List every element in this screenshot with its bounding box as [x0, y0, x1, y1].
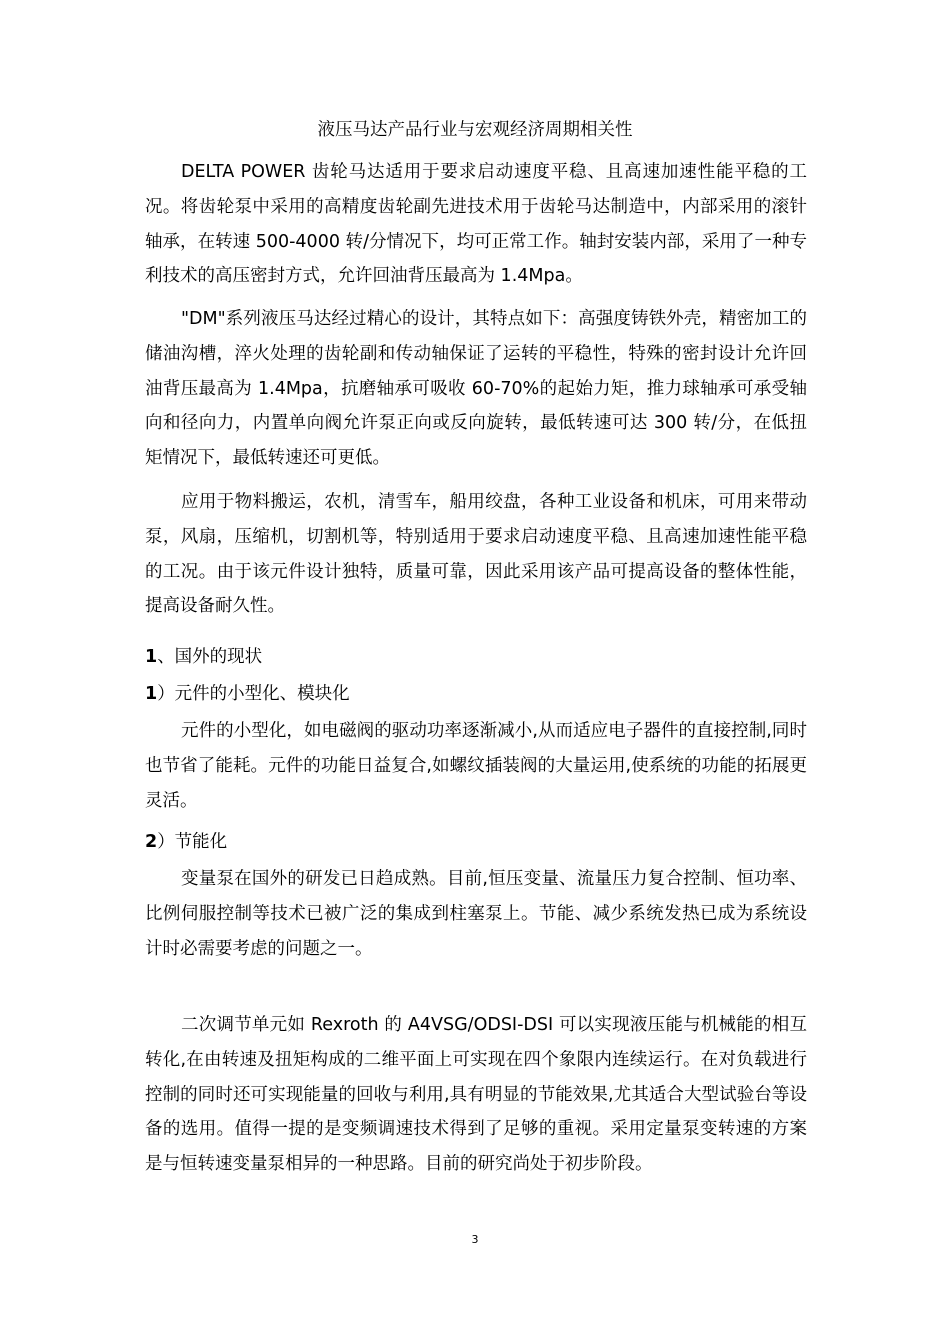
paragraph-delta-power: DELTA POWER 齿轮马达适用于要求启动速度平稳、且高速加速性能平稳的工况。将齿轮泵中采用的高精度齿轮副先进技术用于齿轮马达制造中，内部采用的滚针轴承，在转速 500-4000 转/分情况下，均可正常工作。轴封安装内部，采用了一种专利技术的高压密封方式，允许回油背压最高为 1.4Mpa。: [145, 162, 807, 287]
paragraph-dm-series: "DM"系列液压马达经过精心的设计，其特点如下：高强度铸铁外壳，精密加工的储油沟槽，淬火处理的齿轮副和传动轴保证了运转的平稳性，特殊的密封设计允许回油背压最高为 1.4Mpa，抗磨轴承可吸收 60-70%的起始力矩，推力球轴承可承受轴向和径向力，内置单向阀允许泵正向或反向旋转，最低转速可达 300 转/分，在低扭矩情况下，最低转速还可更低。: [145, 309, 807, 469]
paragraph-applications: 应用于物料搬运，农机，清雪车，船用绞盘，各种工业设备和机床，可用来带动泵，风扇，压缩机，切割机等，特别适用于要求启动速度平稳、且高速加速性能平稳的工况。由于该元件设计独特，质量可靠，因此采用该产品可提高设备的整体性能，提高设备耐久性。: [145, 492, 807, 617]
subsection-label: ）元件的小型化、模块化: [157, 684, 350, 704]
section-number: 1: [145, 647, 158, 667]
paragraph-secondary-regulation: 二次调节单元如 Rexroth 的 A4VSG/ODSI-DSI 可以实现液压能与机械能的相互转化,在由转速及扭矩构成的二维平面上可实现在四个象限内连续运行。在对负载进行控制的同时还可实现能量的回收与利用,具有明显的节能效果,尤其适合大型试验台等设备的选用。值得一提的是变频调速技术得到了足够的重视。采用定量泵变转速的方案是与恒转速变量泵相异的一种思路。目前的研究尚处于初步阶段。: [145, 1015, 807, 1175]
subsection-number: 1: [145, 684, 158, 704]
paragraph-variable-pump: 变量泵在国外的研发已日趋成熟。目前,恒压变量、流量压力复合控制、恒功率、比例伺服控制等技术已被广泛的集成到柱塞泵上。节能、减少系统发热已成为系统设计时必需要考虑的问题之一。: [145, 869, 807, 959]
page-number: 3: [471, 1233, 479, 1246]
subsection-label: ）节能化: [157, 832, 228, 852]
subsection-number: 2: [145, 832, 158, 852]
document-title: 液压马达产品行业与宏观经济周期相关性: [317, 120, 633, 140]
subsection-heading-miniaturization: [145, 677, 807, 712]
section-heading-foreign-status: [145, 640, 807, 675]
subsection-heading-energy-saving: [145, 825, 807, 860]
paragraph-miniaturization: 元件的小型化，如电磁阀的驱动功率逐渐减小,从而适应电子器件的直接控制,同时也节省了能耗。元件的功能日益复合,如螺纹插装阀的大量运用,使系统的功能的拓展更灵活。: [145, 721, 807, 811]
section-label: 、国外的现状: [157, 647, 263, 667]
